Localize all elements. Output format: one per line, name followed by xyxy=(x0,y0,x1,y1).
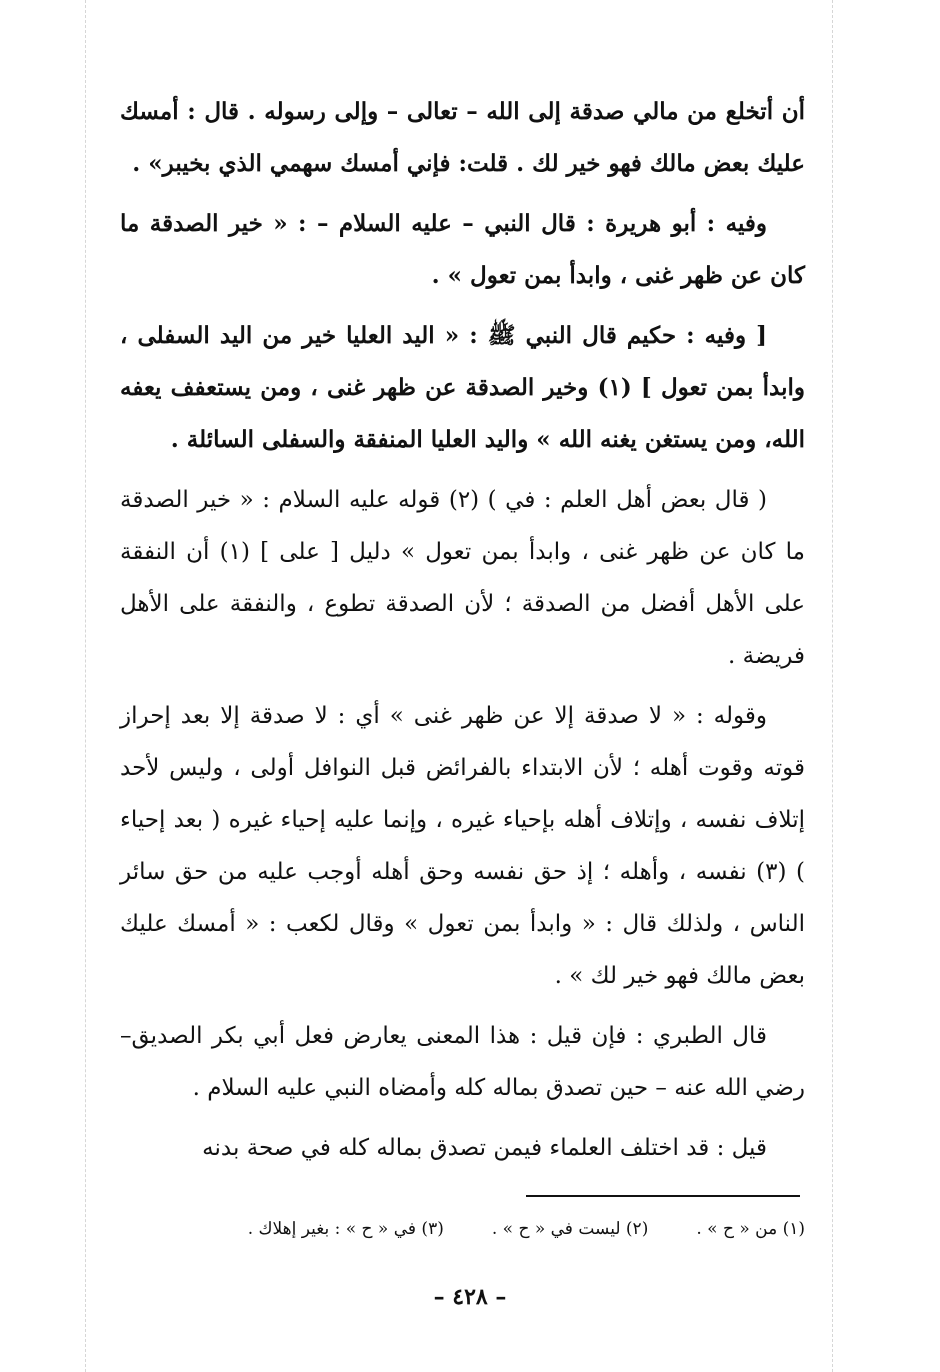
footnote-2: (٢) ليست في « ح » . xyxy=(491,1219,649,1239)
footnotes xyxy=(120,1214,805,1244)
paragraph-4: ( قال بعض أهل العلم : في ) (٢) قوله عليه السلام : « خير الصدقة ما كان عن ظهر غنى ، وابدأ بمن تعول » دليل [ على ] (١) أن النفقة على الأهل أفضل من الصدقة ؛ لأن الصدقة تطوع ، والنفقة على الأهل فريضة . xyxy=(120,487,805,669)
paragraph-7: قيل : قد اختلف العلماء فيمن تصدق بماله كله في صحة بدنه xyxy=(202,1135,767,1161)
margin-guide-left xyxy=(85,0,86,1372)
paragraph-5: وقوله : « لا صدقة إلا عن ظهر غنى » أي : لا صدقة إلا بعد إحراز قوته وقوت أهله ؛ لأن الابتداء بالفرائض قبل النوافل أولى ، وليس لأحد إتلاف نفسه ، وإتلاف أهله بإحياء غيره ، وإنما عليه إحياء غيره ( بعد إحياء ) (٣) نفسه ، وأهله ؛ إذ حق نفسه وحق أهله أوجب عليه من حق سائر الناس ، ولذلك قال : « وابدأ بمن تعول » وقال لكعب : « أمسك عليك بعض مالك فهو خير لك » . xyxy=(120,703,805,989)
paragraph-6: قال الطبري : فإن قيل : هذا المعنى يعارض فعل أبي بكر الصديق– رضي الله عنه – حين تصدق بماله كله وأمضاه النبي عليه السلام . xyxy=(120,1023,805,1101)
paragraph-3: [ وفيه : حكيم قال النبي ﷺ : « اليد العليا خير من اليد السفلى ، وابدأ بمن تعول ] (١) وخير الصدقة عن ظهر غنى ، ومن يستعفف يعفه الله، ومن يستغن يغنه الله » واليد العليا المنفقة والسفلى السائلة . xyxy=(120,322,806,453)
footnote-3: (٣) في « ح » : بغير إهلاك . xyxy=(247,1219,444,1239)
footnote-1: (١) من « ح » . xyxy=(696,1219,805,1239)
page-body xyxy=(120,86,805,1182)
margin-guide-right xyxy=(832,0,833,1372)
paragraph-2: وفيه : أبو هريرة : قال النبي – عليه السلام – : « خير الصدقة ما كان عن ظهر غنى ، وابدأ بمن تعول » . xyxy=(120,210,805,289)
footnote-separator xyxy=(526,1195,800,1197)
paragraph-1: أن أتخلع من مالي صدقة إلى الله – تعالى – وإلى رسوله . قال : أمسك عليك بعض مالك فهو خير لك . قلت: فإني أمسك سهمي الذي بخيبر» . xyxy=(120,98,805,177)
page-number: – ٤٢٨ – xyxy=(433,1284,507,1310)
